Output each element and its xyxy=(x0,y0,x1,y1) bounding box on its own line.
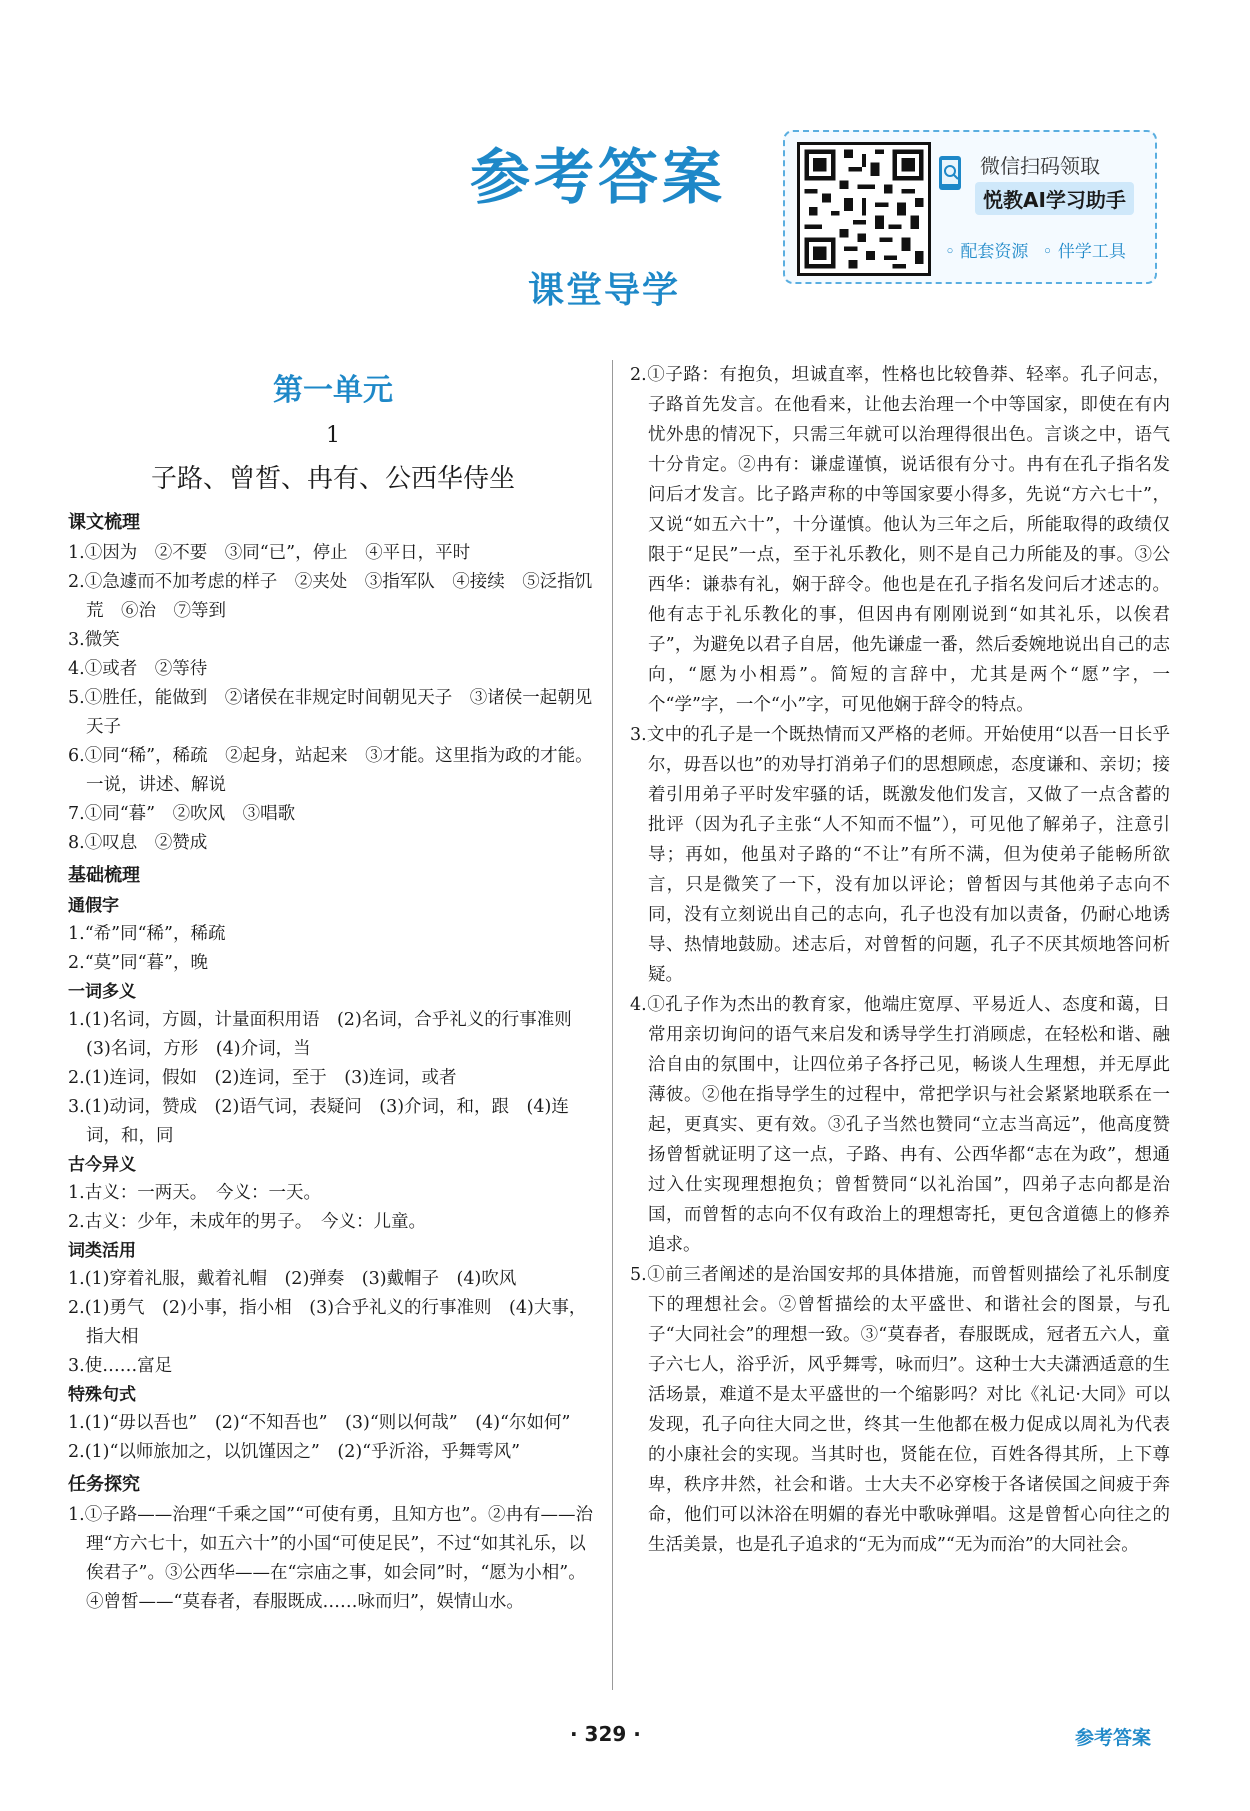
promo-tags xyxy=(945,237,1126,262)
promo-line-2: 悦教AI学习助手 xyxy=(975,182,1134,215)
footer-label: 参考答案 xyxy=(1075,1727,1152,1749)
section-jichu-heading: 基础梳理 xyxy=(68,865,140,886)
kewen-item: 4.①或者 ②等待 xyxy=(68,659,208,679)
column-divider xyxy=(612,360,613,1690)
lesson-number: 1 xyxy=(326,423,340,448)
promo-tag-tools: ◦ 伴学工具 xyxy=(1042,237,1125,262)
kewen-item: 1.①因为 ②不要 ③同“已”，停止 ④平日，平时 xyxy=(68,543,471,563)
yici-item: 3.(1)动词，赞成 (2)语气词，表疑问 (3)介词，和，跟 (4)连词，和，同 xyxy=(68,1097,569,1146)
subsection-teshu-heading: 特殊句式 xyxy=(68,1385,136,1405)
teshu-item: 2.(1)“以师旅加之，以饥馑因之” (2)“乎沂浴，乎舞雩风” xyxy=(68,1442,521,1462)
kewen-item: 3.微笑 xyxy=(68,630,120,650)
answer-item-5: 5.①前三者阐述的是治国安邦的具体措施，而曾皙则描绘了礼乐制度下的理想社会。②曾皙描绘的太平盛世、和谐社会的图景，与孔子“大同社会”的理想一致。③“莫春者，春服既成，冠者五六人，童子六七人，浴乎沂，风乎舞雩，咏而归”。这种士大夫潇洒适意的生活场景，难道不是太平盛世的一个缩影吗？对比《礼记·大同》可以发现，孔子向往大同之世，终其一生他都在极力促成以周礼为代表的小康社会的实现。当其时也，贤能在位，百姓各得其所，上下尊卑，秩序井然，社会和谐。士大夫不必穿梭于各诸侯国之间疲于奔命，他们可以沐浴在明媚的春光中歌咏弹唱。这是曾皙心向往之的生活美景，也是孔子追求的“无为而成”“无为而治”的大同社会。 xyxy=(630,1265,1170,1555)
gujin-item: 1.古义：一两天。 今义：一天。 xyxy=(68,1183,321,1203)
answer-item-3: 3.文中的孔子是一个既热情而又严格的老师。开始使用“以吾一日长乎尔，毋吾以也”的劝导打消弟子们的思想顾虑，态度谦和、亲切；接着引用弟子平时发牢骚的话，既激发他们发言，又做了一点含蓄的批评（因为孔子主张“人不知而不愠”），可见他了解弟子，注意引导；再如，他虽对子路的“不让”有所不满，但为使弟子能畅所欲言，只是微笑了一下，没有加以评论；曾皙因与其他弟子志向不同，没有立刻说出自己的志向，孔子也没有加以责备，仍耐心地诱导、热情地鼓励。述志后，对曾皙的问题，孔子不厌其烦地答问析疑。 xyxy=(630,725,1170,985)
teshu-item: 1.(1)“毋以吾也” (2)“不知吾也” (3)“则以何哉” (4)“尔如何” xyxy=(68,1413,571,1433)
qr-code-icon[interactable] xyxy=(797,142,931,276)
kewen-item: 7.①同“暮” ②吹风 ③唱歌 xyxy=(68,804,296,824)
right-column xyxy=(630,360,1170,1560)
subsection-yici-heading: 一词多义 xyxy=(68,982,136,1002)
yici-item: 1.(1)名词，方圆，计量面积用语 (2)名词，合乎礼义的行事准则 (3)名词，方形 (4)介词，当 xyxy=(68,1010,590,1059)
gujin-item: 2.古义：少年，未成年的男子。 今义：儿童。 xyxy=(68,1212,426,1232)
phone-search-icon xyxy=(935,154,967,194)
answer-item-4: 4.①孔子作为杰出的教育家，他端庄宽厚、平易近人、态度和蔼，日常用亲切询问的语气来启发和诱导学生打消顾虑，在轻松和谐、融洽自由的氛围中，让四位弟子各抒己见，畅谈人生理想，并无厚此薄彼。②他在指导学生的过程中，常把学识与社会紧紧地联系在一起，更真实、更有效。③孔子当然也赞同“立志当高远”，他高度赞扬曾皙就证明了这一点，子路、冉有、公西华都“志在为政”，想通过入仕实现理想抱负；曾皙赞同“以礼治国”，四弟子志向都是治国，而曾皙的志向不仅有政治上的理想寄托，更包含道德上的修养追求。 xyxy=(630,995,1170,1255)
kewen-item: 2.①急遽而不加考虑的样子 ②夹处 ③指军队 ④接续 ⑤泛指饥荒 ⑥治 ⑦等到 xyxy=(68,572,593,621)
kewen-item: 8.①叹息 ②赞成 xyxy=(68,833,208,853)
section-kewen-heading: 课文梳理 xyxy=(68,512,140,533)
qr-promo-box[interactable] xyxy=(783,130,1157,284)
subsection-cilei-heading: 词类活用 xyxy=(68,1241,136,1261)
promo-tag-resources: ◦ 配套资源 xyxy=(945,237,1028,262)
page-title: 参考答案 xyxy=(470,143,726,213)
lesson-title: 子路、曾皙、冉有、公西华侍坐 xyxy=(150,464,515,494)
yici-item: 2.(1)连词，假如 (2)连词，至于 (3)连词，或者 xyxy=(68,1068,457,1088)
unit-title: 第一单元 xyxy=(273,373,393,408)
renwu-item: 1.①子路——治理“千乘之国”“可使有勇，且知方也”。②冉有——治理“方六七十，如五六十”的小国“可使足民”，不过“如其礼乐，以俟君子”。③公西华——在“宗庙之事，如会同”时，“愿为小相”。④曾皙——“莫春者，春服既成……咏而归”，娱情山水。 xyxy=(68,1505,593,1612)
kewen-item: 6.①同“稀”，稀疏 ②起身，站起来 ③才能。这里指为政的才能。一说，讲述、解说 xyxy=(68,746,593,795)
cilei-item: 3.使……富足 xyxy=(68,1356,173,1376)
section-renwu-heading: 任务探究 xyxy=(68,1474,140,1495)
left-column xyxy=(68,360,598,1617)
section-title: 课堂导学 xyxy=(528,270,681,311)
cilei-item: 2.(1)勇气 (2)小事，指小相 (3)合乎礼义的行事准则 (4)大事，指大相 xyxy=(68,1298,587,1347)
tongjia-item: 1.“希”同“稀”，稀疏 xyxy=(68,924,226,944)
subsection-tongjia-heading: 通假字 xyxy=(68,896,119,916)
answer-item-2: 2.①子路：有抱负，坦诚直率，性格也比较鲁莽、轻率。孔子问志，子路首先发言。在他看来，让他去治理一个中等国家，即使在有内忧外患的情况下，只需三年就可以治理得很出色。言谈之中，语气十分肯定。②冉有：谦虚谨慎，说话很有分寸。冉有在孔子指名发问后才发言。比子路声称的中等国家要小得多，先说“方六七十”，又说“如五六十”，十分谨慎。他认为三年之后，所能取得的政绩仅限于“足民”一点，至于礼乐教化，则不是自己力所能及的事。③公西华：谦恭有礼，娴于辞令。他也是在孔子指名发问后才述志的。他有志于礼乐教化的事，但因冉有刚刚说到“如其礼乐，以俟君子”，为避免以君子自居，他先谦虚一番，然后委婉地说出自己的志向，“愿为小相焉”。简短的言辞中，尤其是两个“愿”字，一个“学”字，一个“小”字，可见他娴于辞令的特点。 xyxy=(630,365,1170,715)
kewen-item: 5.①胜任，能做到 ②诸侯在非规定时间朝见天子 ③诸侯一起朝见天子 xyxy=(68,688,593,737)
page-number: · 329 · xyxy=(570,1722,641,1746)
cilei-item: 1.(1)穿着礼服，戴着礼帽 (2)弹奏 (3)戴帽子 (4)吹风 xyxy=(68,1269,517,1289)
subsection-gujin-heading: 古今异义 xyxy=(68,1155,136,1175)
tongjia-item: 2.“莫”同“暮”，晚 xyxy=(68,953,208,973)
promo-line-1: 微信扫码领取 xyxy=(980,154,1100,178)
